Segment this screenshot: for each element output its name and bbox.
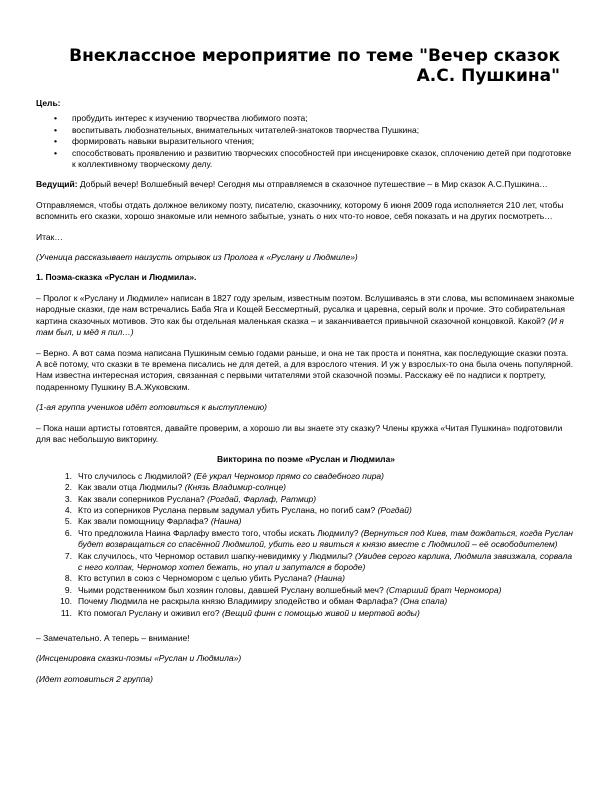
paragraph-true: – Верно. А вот сама поэма написана Пушкиным семью годами раньше, и она не так проста и понятна, как последующие сказки поэта. А всё потому, что сказки в те времена писались не для детей, а для взрослого чтения. И уж у взрослых-то она была очень популярной. Нам известна интересная история, связанная с первыми читателями этой сказочной поэмы. Расскажу её по надписи к портрету, подаренному Пушкину В.А.Жуковским. <box>36 347 574 392</box>
quiz-item: 5. Как звали помощницу Фарлафа? (Наина) <box>64 516 242 527</box>
goal-item: • воспитывать любознательных, внимательных читателей-знатоков творчества Пушкина; <box>54 124 420 135</box>
quiz-item: 10. Почему Людмила не раскрыла князю Владимиру злодейство и обман Фарлафа? (Она спала) <box>60 596 448 607</box>
paragraph-wonderful: – Замечательно. А теперь – внимание! <box>36 633 190 644</box>
quiz-item: 4. Кто из соперников Руслана первым задумал убить Руслана, но погиб сам? (Рогдай) <box>64 504 412 515</box>
host-label: Ведущий: <box>36 179 78 190</box>
bullet-icon: • <box>54 147 57 158</box>
section-heading-1: 1. Поэма-сказка «Руслан и Людмила». <box>36 272 197 283</box>
bullet-icon: • <box>54 124 57 135</box>
bullet-icon: • <box>54 136 57 147</box>
note-group2: (Идет готовиться 2 группа) <box>36 673 153 684</box>
quiz-item: 1. Что случилось с Людмилой? (Её украл Черномор прямо со свадебного пира) <box>64 470 384 481</box>
quiz-item: 8. Кто вступил в союз с Черномором с целью убить Руслана? (Наина) <box>64 573 345 584</box>
document-title: Внеклассное мероприятие по теме "Вечер сказок А.С. Пушкина" <box>69 46 560 86</box>
note-staging: (Инсценировка сказки-поэмы «Руслан и Людмила») <box>36 653 242 664</box>
goal-item: • пробудить интерес к изучению творчества любимого поэта; <box>54 113 308 124</box>
quiz-item: 11. Кто помогал Руслану и оживил его? (Вещий финн с помощью живой и мертвой воды) <box>60 607 420 618</box>
quiz-title: Викторина по поэме «Руслан и Людмила» <box>216 454 396 465</box>
quiz-item: 6. Что предложила Наина Фарлафу вместо того, чтобы искать Людмилу? (Вернуться под Киев, там дождаться, когда Руслан будет возвращаться со спасённой Людмилой, убить его и явиться к князю вместе с Людмилой – её освободителем) <box>64 527 573 550</box>
quiz-item: 2. Как звали отца Людмилы? (Князь Владимир-солнце) <box>64 482 286 493</box>
paragraph-quiz-intro: – Пока наши артисты готовятся, давайте проверим, а хорошо ли вы знаете эту сказку? Члены кружка «Читая Пушкина» подготовили для вас небольшую викторину. <box>36 422 563 444</box>
note-prologue: (Ученица рассказывает наизусть отрывок из Пролога к «Руслану и Людмиле») <box>36 252 358 263</box>
bullet-icon: • <box>54 113 57 124</box>
goals-list <box>36 113 576 170</box>
quiz-list <box>36 471 576 619</box>
host-greeting: Ведущий: Добрый вечер! Волшебный вечер! Сегодня мы отправляемся в сказочное путешествие – в Мир сказок А.С.Пушкина… <box>36 179 548 190</box>
note-group1: (1-ая группа учеников идёт готовиться к выступлению) <box>36 402 267 413</box>
goal-item: • способствовать проявлению и развитию творческих способностей при инсценировке сказок, сплочению детей при подготовке к коллективному творческому делу. <box>54 147 572 170</box>
paragraph-so: Итак… <box>36 231 63 242</box>
quiz-item: 3. Как звали соперников Руслана? (Рогдай, Фарлаф, Ратмир) <box>64 493 317 504</box>
paragraph-prologue: – Пролог к «Руслану и Людмиле» написан в 1827 году зрелым, известным поэтом. Вслушиваясь в эти слова, мы вспоминаем знакомые народные сказки, где нам встречались Баба Яга и Кощей Бессмертный, русалка и царевна, серый волк и прочие. Это собирательная картина сказочных мотивов. Это как бы отдельная маленькая сказка – и заканчивается привычной сказочной концовкой. Какой? (И я там был, и мёд я пил…) <box>36 292 575 338</box>
quiz-item: 9. Чьими родственником был хозяин головы, давшей Руслану волшебный меч? (Старший брат Черномора) <box>64 584 502 595</box>
paragraph-journey: Отправляемся, чтобы отдать должное великому поэту, писателю, сказочнику, которому 6 июня 2009 года исполняется 210 лет, чтобы вспомнить его сказки, хорошо знакомые или немного забытые, узнать о них что-то новое, себя показать и на других посмотреть… <box>36 199 564 222</box>
goal-item: • формировать навыки выразительного чтения; <box>54 136 255 147</box>
goal-label: Цель: <box>36 98 61 108</box>
quiz-item: 7. Как случилось, что Черномор оставил шапку-невидимку у Людмилы? (Увидев серого карлика, Людмила завизжала, сорвала с него колпак, Черномор хотел бежать, но упал и запутался в бороде) <box>64 550 573 572</box>
